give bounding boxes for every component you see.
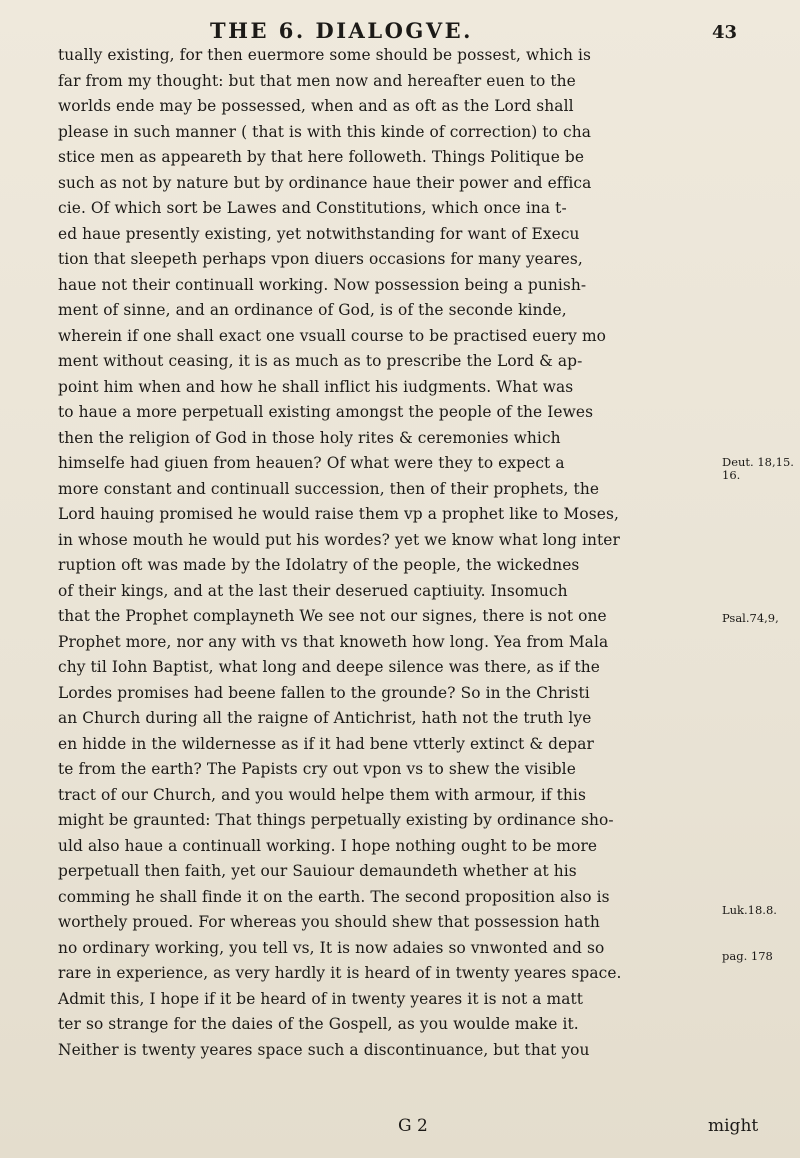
text-line: please in such manner ( that is with this kinde of correction) to cha [58,122,592,141]
text-line: wherein if one shall exact one vsuall course to be practised euery mo [58,326,606,345]
signature-mark: G 2 [398,1116,428,1136]
text-line: far from my thought: but that men now and hereafter euen to the [58,71,576,90]
text-line: Prophet more, nor any with vs that knoweth how long. Yea from Mala [58,632,609,651]
text-line: tract of our Church, and you would helpe them with armour, if this [58,785,586,804]
marginal-note-line: Psal.74,9, [722,611,779,625]
text-line: to haue a more perpetuall existing amongst the people of the Iewes [58,403,594,421]
text-line: ed haue presently existing, yet notwithstanding for want of Execu [58,224,580,243]
catchword: might [708,1116,759,1136]
text-line: uld also haue a continuall working. I hope nothing ought to be more [58,836,598,855]
text-line: comming he shall finde it on the earth. The second proposition also is [58,887,610,906]
text-line: ment of sinne, and an ordinance of God, is of the seconde kinde, [58,301,567,319]
marginal-note [722,456,794,482]
text-line: haue not their continuall working. Now possession being a punish- [58,275,587,294]
text-line: in whose mouth he would put his wordes? yet we know what long inter [58,530,620,549]
text-line: perpetuall then faith, yet our Sauiour demaundeth whether at his [58,862,577,880]
text-line: no ordinary working, you tell vs, It is now adaies so vnwonted and so [58,938,605,957]
text-line: chy til Iohn Baptist, what long and deepe silence was there, as if the [58,658,601,676]
text-line: Admit this, I hope if it be heard of in twenty yeares it is not a matt [58,989,584,1008]
text-line: worlds ende may be possessed, when and as oft as the Lord shall [58,97,574,115]
text-line: then the religion of God in those holy rites & ceremonies which [58,428,561,447]
marginal-note [722,904,777,917]
page-header [0,18,800,48]
text-line: such as not by nature but by ordinance haue their power and effica [58,173,592,192]
text-line: point him when and how he shall inflict his iudgments. What was [58,377,574,396]
text-line: ment without ceasing, it is as much as to prescribe the Lord & ap- [58,352,583,370]
page-number: 43 [712,22,738,43]
text-line: himselfe had giuen from heauen? Of what were they to expect a [58,454,565,472]
text-line: Lord hauing promised he would raise them vp a prophet like to Moses, [58,505,619,523]
text-line: cie. Of which sort be Lawes and Constitutions, which once ina t- [58,199,567,217]
text-line: te from the earth? The Papists cry out vpon vs to shew the visible [58,760,576,778]
text-line: an Church during all the raigne of Antichrist, hath not the truth lye [58,709,592,727]
marginal-note-line: Luk.18.8. [722,903,777,917]
text-line: might be graunted: That things perpetually existing by ordinance sho- [58,811,614,829]
text-line: tually existing, for then euermore some should be possest, which is [58,46,592,64]
text-line: Lordes promises had beene fallen to the grounde? So in the Christi [58,683,590,702]
text-line: en hidde in the wildernesse as if it had bene vtterly extinct & depar [58,734,594,753]
text-line: more constant and continuall succession, then of their prophets, the [58,479,600,498]
running-title: THE 6. DIALOGVE. [210,18,473,43]
marginal-note [722,950,773,963]
text-line: of their kings, and at the last their deserued captiuity. Insomuch [58,581,568,600]
marginal-note-line: 16. [722,468,741,482]
text-line: worthely proued. For whereas you should shew that possession hath [58,913,600,931]
text-line: ruption oft was made by the Idolatry of the people, the wickednes [58,556,580,574]
marginal-note-line: pag. 178 [722,949,773,963]
text-line: ter so strange for the daies of the Gospell, as you woulde make it. [58,1015,579,1033]
marginal-note [722,612,779,625]
text-line: tion that sleepeth perhaps vpon diuers occasions for many yeares, [58,250,583,268]
text-line: rare in experience, as very hardly it is heard of in twenty yeares space. [58,964,622,982]
text-line: Neither is twenty yeares space such a discontinuance, but that you [58,1040,590,1059]
text-line: that the Prophet complayneth We see not our signes, there is not one [58,607,607,625]
marginal-note-line: Deut. 18,15. [722,455,794,469]
text-line: stice men as appeareth by that here followeth. Things Politique be [58,148,585,166]
